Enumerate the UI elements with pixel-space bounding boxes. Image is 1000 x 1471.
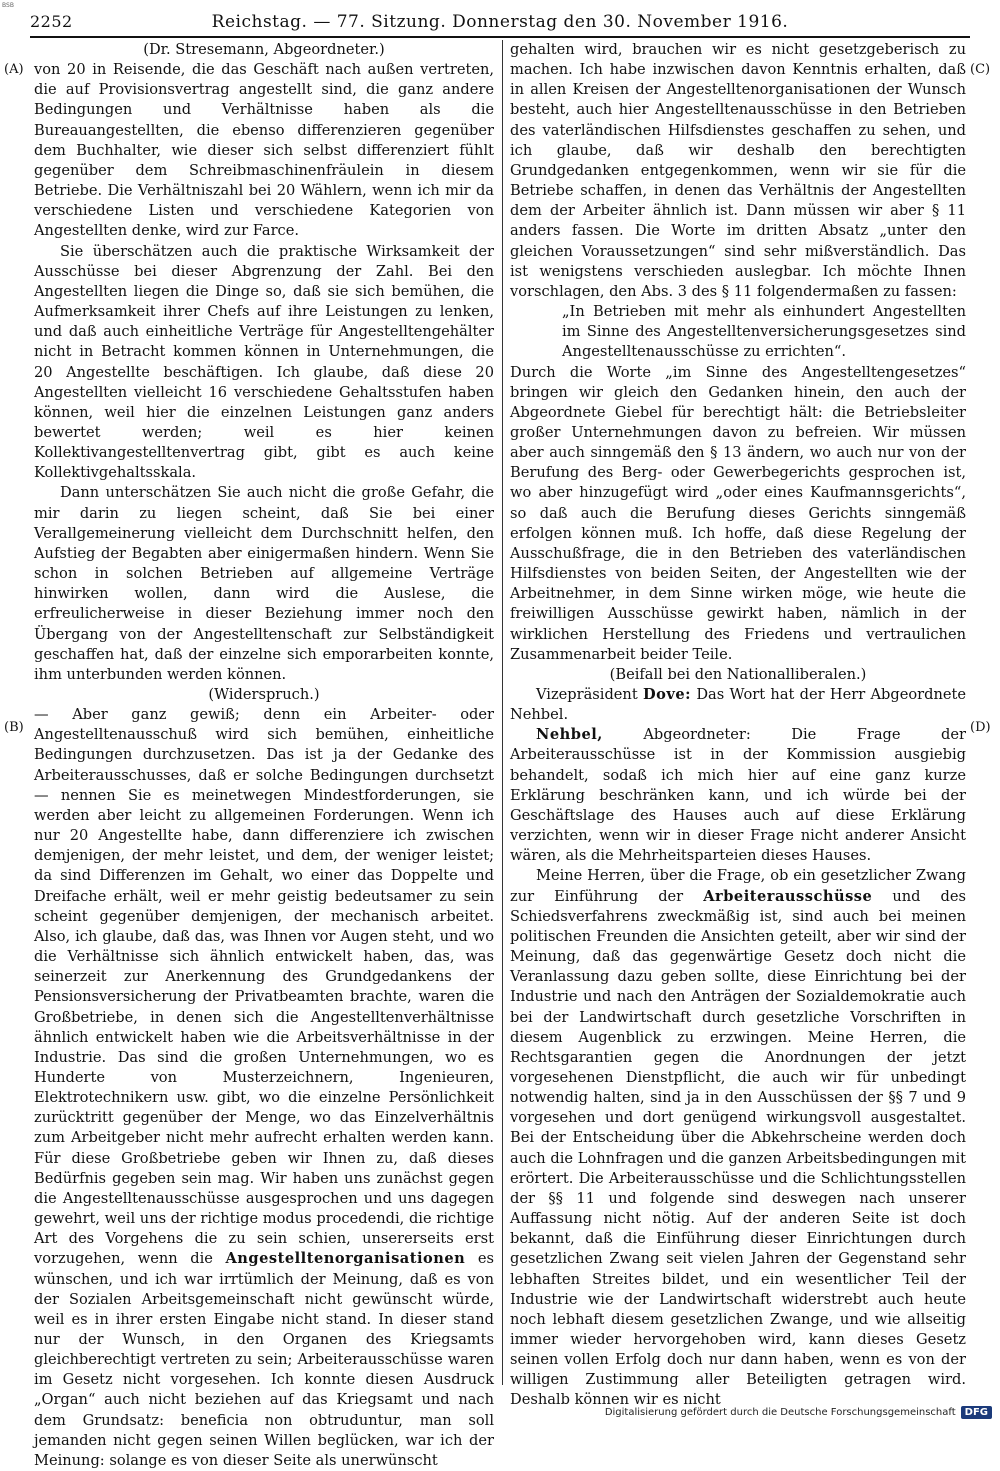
speaker-name: Nehbel,	[536, 726, 603, 744]
margin-marker-b: (B)	[4, 720, 24, 735]
footer-credit: Digitalisierung gefördert durch die Deutsche Forschungsgemeinschaft	[604, 1406, 956, 1418]
paragraph	[34, 705, 494, 1471]
margin-marker-c: (C)	[970, 62, 991, 77]
bold-term: Angestelltenorganisationen	[225, 1250, 466, 1268]
paragraph-text: es wünschen, und ich war irrtümlich der Meinung, daß es von der Sozialen Arbeitsgemeinschaft nicht gewünscht würde, weil es in ihrer ersten Eingabe nicht stand. In dieser stand nur der Wunsch, in den Organen des Kriegsamts gleichberechtigt vertreten zu sein; Arbeiterausschüsse waren im Gesetz nicht vorgesehen. Ich konnte diesen Ausdruck „Organ“ auch nicht beziehen auf das Kriegsamt und nach dem Grundsatz: beneficia non obtruduntur, man soll jemanden nicht gegen seinen Willen beglücken, war ich der Meinung: solange es von dieser Seite als unerwünscht	[34, 1250, 494, 1469]
proposed-wording-quote: „In Betrieben mit mehr als einhundert Angestellten im Sinne des Angestelltenversicherungsgesetzes sind Angestelltenausschüsse zu errichten“.	[562, 303, 966, 361]
paragraph: gehalten wird, brauchen wir es nicht gesetzgeberisch zu machen. Ich habe inzwischen davon Kenntnis erhalten, daß in allen Kreisen der Angestelltenorganisationen der Wunsch besteht, auch hier Angestelltenausschüsse in den Betrieben des vaterländischen Hilfsdienstes geschaffen zu sehen, und ich glaube, daß wir deshalb den berechtigten Grundgedanken entgegenkommen, wenn wir sie für die Betriebe schaffen, in denen das Verhältnis der Angestellten dem der Arbeiter ähnlich ist. Dann müssen wir aber § 11 anders fassen. Die Worte im dritten Absatz „unter den gleichen Voraussetzungen“ sind sehr mißverständlich. Das ist wenigstens verschieden auslegbar. Ich möchte Ihnen vorschlagen, den Abs. 3 des § 11 folgendermaßen zu fassen:	[510, 41, 966, 300]
dfg-logo: DFG	[961, 1406, 992, 1419]
paragraph	[510, 866, 966, 1410]
right-column	[510, 40, 967, 1409]
running-title: Reichstag. — 77. Sitzung. Donnerstag den 30. November 1916.	[211, 12, 789, 32]
applause-note: (Beifall bei den Nationalliberalen.)	[609, 665, 867, 683]
library-mark: BSB	[2, 2, 14, 9]
paragraph: von 20 in Reisende, die das Geschäft nach außen vertreten, die auf Provisionsvertrag angestellt sind, die ganz andere Bedingungen und Verhältnisse haben als die Bureauangestellten, die ebenso differenzieren gegenüber dem Buchhalter, wie dieser sich selbst differenziert fühlt gegenüber dem Schreibmaschinenfräulein in diesem Betriebe. Die Verhältniszahl bei 20 Wählern, wenn ich mir da verschiedene Listen und verschiedene Kategorien von Angestellten denke, wird zur Farce.	[34, 61, 494, 240]
paragraph-text: — Aber ganz gewiß; denn ein Arbeiter- oder Angestelltenausschuß wird sich bemühen, einheitliche Bedingungen durchzusetzen. Das ist ja der Gedanke des Arbeiterausschusses, daß er solche Bedingungen durchsetzt — nennen Sie es meinetwegen Mindestforderungen, sie werden aber leicht zu allgemeinen Forderungen. Wenn ich nur 20 Angestellte habe, dann differenziere ich zwischen demjenigen, der mehr leistet, und dem, der weniger leistet; da sind Differenzen im Gehalt, wo einer das Doppelte und Dreifache erhält, weil er mehr geistig bedeutsamer zu sein scheint gegenüber demjenigen, der mechanisch arbeitet. Also, ich glaube, daß das, was Ihnen vor Augen steht, und wo die Verhältnisse sich ähnlich entwickelt haben, das, was seinerzeit zur Anerkennung des Grundgedankens der Pensionsversicherung der Privatbeamten brachte, waren die Großbetriebe, in denen sich die Angestelltenverhältnisse ähnlich entwickelt haben wie die Arbeitsverhältnisse in der Industrie. Das sind die großen Unternehmungen, wo es Hunderte von Musterzeichnern, Ingenieuren, Elektrotechnikern usw. gibt, wo die einzelne Persönlichkeit zurücktritt gegenüber der Menge, wo das Einzelverhältnis zum Arbeitgeber nicht mehr aufrecht erhalten werden kann. Für diese Großbetriebe geben wir Ihnen zu, daß dieses Bedürfnis gegeben sein mag. Wir haben uns zunächst gegen die Angestelltenausschüsse ausgesprochen und uns dagegen gewehrt, weil uns der richtige modus procedendi, die richtige Art des Vorgehens die zu sein schien, unsererseits erst vorzugehen, wenn die	[34, 706, 494, 1268]
vp-title: Vizepräsident	[536, 686, 638, 703]
interjection: (Widerspruch.)	[208, 686, 320, 703]
margin-marker-a: (A)	[4, 62, 24, 77]
bold-term: Arbeiterausschüsse	[703, 887, 873, 905]
vice-president-line	[510, 685, 966, 725]
paragraph: Durch die Worte „im Sinne des Angestelltengesetzes“ bringen wir gleich den Gedanken hinein, den auch der Abgeordnete Giebel für berechtigt hält: die Betriebsleiter großer Unternehmungen davon zu befreien. Wir müssen aber auch sinngemäß den § 13 ändern, wo auch nur von der Berufung des Berg- oder Gewerbegerichts gesprochen ist, wo aber hinzugefügt wird „oder eines Kaufmannsgerichts“, so daß auch die Berufung dieses Gerichts sinngemäß erfolgen können muß. Ich hoffe, daß diese Regelung der Ausschußfrage, die in den Betrieben des vaterländischen Hilfsdienstes von beiden Seiten, der Angestellten wie der Arbeitnehmer, in dem Sinne wirken möge, wie heute die freiwilligen Ausschüsse gewirkt haben, nämlich in der wirklichen Herstellung des Friedens und vertraulichen Zusammenarbeit beider Teile.	[510, 363, 966, 663]
paragraph-text: Meine Herren, über die Frage, ob ein gesetzlicher Zwang zur Einführung der	[510, 867, 966, 905]
vp-name: Dove:	[643, 686, 692, 703]
margin-marker-d: (D)	[970, 720, 991, 735]
vp-text: Das Wort hat der Herr Abgeordnete Nehbel.	[510, 686, 967, 724]
left-column	[34, 40, 494, 1469]
paragraph-text: und des Schiedsverfahrens zweckmäßig ist, sind auch bei meinen politischen Freunden die Ansichten geteilt, aber wir sind der Meinung, daß das gegenwärtige Gesetz doch nicht die Veranlassung dazu geben sollte, diese Einrichtung bei der Industrie und nach den Anträgen der Sozialdemokratie auch bei der Landwirtschaft durch gesetzliche Vorschriften in diesem Augenblick zu erzwingen. Meine Herren, die Rechtsgarantien gegen die Anordnungen der jetzt vorgesehenen Dienstpflicht, die auch wir für unbedingt notwendig halten, sind ja in den Ausschüssen der §§ 7 und 9 vorgesehen und dort genügend wirkungsvoll ausgestaltet. Bei der Entscheidung über die Abkehrscheine werden doch auch die Lohnfragen und die ganzen Arbeitsbedingungen mit erörtert. Die Arbeiterausschüsse und die Schlichtungsstellen der §§ 11 und folgende sind deswegen nach unserer Auffassung nicht nötig. Auf der anderen Seite ist doch bekannt, daß die Einführung dieser Einrichtungen durch gesetzlichen Zwang seit vielen Jahren der Gegenstand sehr lebhaften Streites bildet, und ein wesentlicher Teil der Industrie wie der Landwirtschaft widerstrebt auch heute noch lebhaft diesem gesetzlichen Zwange, und wie allseitig immer wieder hervorgehoben wird, kann dieses Gesetz seinen vollen Erfolg doch nur dann haben, wenn es von der willigen Zustimmung aller Beteiligten getragen wird. Deshalb können wir es nicht	[510, 887, 966, 1409]
speech-text: Abgeordneter: Die Frage der Arbeiterausschüsse ist in der Kommission ausgiebig behandelt, sodaß ich mich hier auf eine ganz kurze Erklärung beschränken kann, und ich würde bei der Geschäftslage des Hauses auch auf diese Erklärung verzichten, wenn wir in dieser Frage nicht anderer Ansicht wären, als die Mehrheitsparteien dieses Hauses.	[510, 726, 966, 865]
paragraph: Dann unterschätzen Sie auch nicht die große Gefahr, die mir darin zu liegen scheint, daß Sie bei einer Verallgemeinerung vielleicht dem Durchschnitt helfen, den Aufstieg der Begabten aber einigermaßen hindern. Wenn Sie schon in solchen Betrieben auf allgemeine Verträge hinwirken wollen, dann wird die Auslese, die erfreulicherweise in dieser Beziehung immer noch den Übergang von der Angestelltenschaft zur Selbständigkeit geschaffen hat, daß der einzelne sich emporarbeiten konnte, ihm unterbunden werden können.	[34, 484, 494, 683]
column-divider	[502, 40, 503, 1385]
page-header	[30, 4, 970, 38]
page-number: 2252	[30, 12, 73, 31]
footer	[605, 1404, 992, 1420]
speech-start	[510, 725, 966, 866]
paragraph: Sie überschätzen auch die praktische Wirksamkeit der Ausschüsse bei dieser Abgrenzung der Zahl. Bei den Angestellten liegen die Dinge so, daß sie sich bemühen, die Aufmerksamkeit ihrer Chefs auf ihre Leistungen zu lenken, und daß auch einheitliche Verträge für Angestelltengehälter nicht in Betracht kommen können in Unternehmungen, die 20 Angestellte beschäftigen. Ich glaube, daß diese 20 Angestellten vielleicht 16 verschiedene Gehaltsstufen haben können, weil hier die einzelnen Leistungen ganz anders bewertet werden; weil es hier keinen Kollektivangestelltenvertrag gibt, gibt es auch keine Kollektivgehaltsskala.	[34, 242, 494, 482]
speaker-reference: (Dr. Stresemann, Abgeordneter.)	[143, 41, 385, 58]
